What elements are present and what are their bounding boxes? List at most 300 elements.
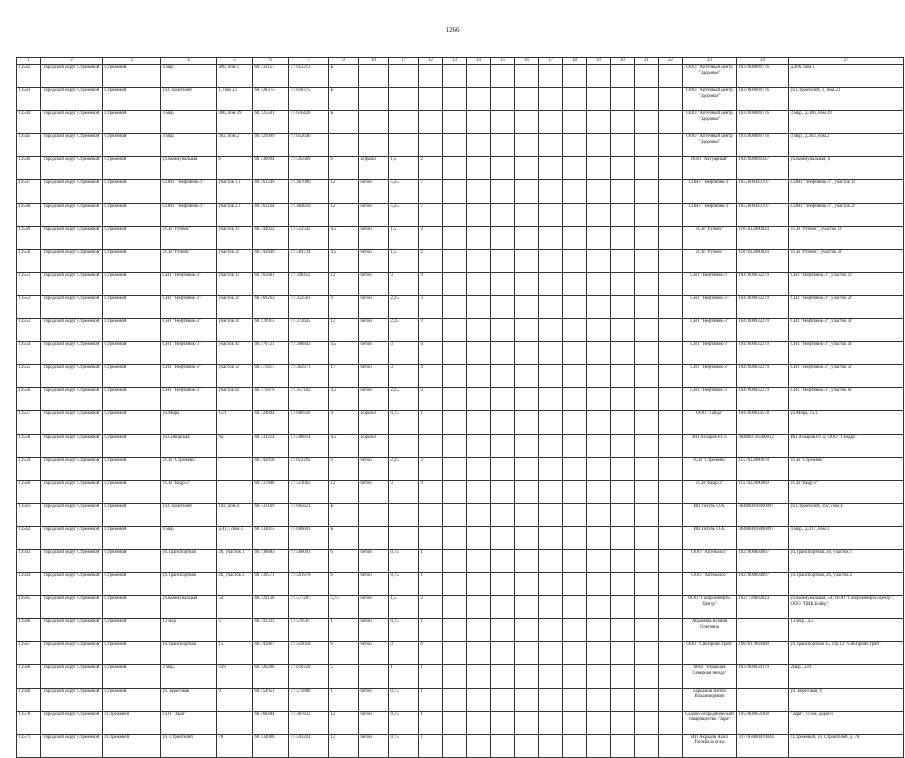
table-cell: 0,75 bbox=[389, 411, 419, 434]
table-cell: ТСН "Стрежень" bbox=[789, 457, 904, 480]
table-cell: 77.612646 bbox=[289, 134, 329, 157]
table-cell: Стрежевой bbox=[103, 111, 161, 134]
table-cell bbox=[491, 526, 515, 549]
table-cell: 13563 bbox=[17, 549, 41, 572]
table-cell bbox=[611, 157, 635, 180]
table-cell bbox=[491, 457, 515, 480]
table-cell bbox=[659, 203, 683, 226]
table-cell bbox=[467, 503, 491, 526]
table-cell bbox=[563, 365, 587, 388]
table-cell: городской округ Стрежевой bbox=[41, 596, 103, 619]
table-cell bbox=[587, 549, 611, 572]
table-cell bbox=[515, 365, 539, 388]
table-cell: ИП Азларов Р.Г.о bbox=[683, 434, 737, 457]
table-cell bbox=[539, 549, 563, 572]
table-cell: 13552 bbox=[17, 295, 41, 318]
table-cell: 13560 bbox=[17, 480, 41, 503]
table-cell: Стрежевой bbox=[103, 180, 161, 203]
table-cell: 1057000343707 bbox=[737, 203, 789, 226]
table-cell: 1 bbox=[419, 665, 443, 688]
table-cell: 406, пом 1 bbox=[217, 65, 253, 88]
table-cell: Стрежевой bbox=[103, 272, 161, 295]
table-cell bbox=[467, 596, 491, 619]
table-cell: 5 bbox=[329, 665, 359, 688]
table-cell bbox=[635, 65, 659, 88]
table-cell bbox=[563, 480, 587, 503]
table-cell: 77.612213 bbox=[289, 65, 329, 88]
table-cell: 13548 bbox=[17, 203, 41, 226]
table-cell: 9а bbox=[217, 434, 253, 457]
table-cell bbox=[467, 295, 491, 318]
table-cell: участок 4г bbox=[217, 342, 253, 365]
table-cell: 60.744922 bbox=[253, 226, 289, 249]
table-cell: Стрежевой bbox=[103, 619, 161, 642]
table-cell bbox=[659, 665, 683, 688]
table-cell bbox=[467, 180, 491, 203]
table-cell: 1047000032279 bbox=[737, 388, 789, 411]
table-cell: 13568 bbox=[17, 665, 41, 688]
table-cell: 4 bbox=[329, 411, 359, 434]
table-cell bbox=[635, 388, 659, 411]
table-cell: 6 bbox=[329, 573, 359, 596]
table-cell: 0,75 bbox=[389, 619, 419, 642]
table-cell: 60.726280 bbox=[253, 665, 289, 688]
table-cell: СОНТ "Нефтяник-1" bbox=[161, 203, 217, 226]
table-cell bbox=[563, 457, 587, 480]
table-row bbox=[17, 157, 904, 180]
table-row bbox=[17, 411, 904, 434]
table-cell: 1037000089776 bbox=[737, 65, 789, 88]
table-cell: 13546 bbox=[17, 157, 41, 180]
table-cell: 77.387832 bbox=[289, 711, 329, 734]
table-cell bbox=[539, 65, 563, 88]
table-cell bbox=[611, 88, 635, 111]
column-header: 10 bbox=[359, 58, 389, 65]
table-cell bbox=[443, 157, 467, 180]
table-cell bbox=[515, 411, 539, 434]
table-cell bbox=[539, 365, 563, 388]
table-cell bbox=[611, 526, 635, 549]
table-cell: 77.372645 bbox=[289, 319, 329, 342]
table-cell bbox=[611, 549, 635, 572]
table-cell bbox=[359, 526, 389, 549]
table-cell: городской округ Стрежевой bbox=[41, 665, 103, 688]
table-cell: Стрежевой bbox=[103, 226, 161, 249]
table-cell bbox=[491, 111, 515, 134]
table-cell bbox=[491, 295, 515, 318]
column-header: 15 bbox=[491, 58, 515, 65]
table-cell bbox=[563, 134, 587, 157]
table-cell bbox=[587, 619, 611, 642]
table-cell: бетон bbox=[359, 688, 389, 711]
table-cell bbox=[467, 319, 491, 342]
table-cell bbox=[443, 688, 467, 711]
table-cell: ул.Транспортная bbox=[161, 573, 217, 596]
table-cell: 4 bbox=[419, 272, 443, 295]
table-cell bbox=[563, 88, 587, 111]
table-cell bbox=[563, 226, 587, 249]
table-cell: ИП Акрадов Ахил Гюльбала оглы bbox=[683, 734, 737, 757]
table-cell bbox=[443, 711, 467, 734]
table-cell bbox=[515, 573, 539, 596]
table-cell bbox=[611, 365, 635, 388]
table-cell bbox=[659, 342, 683, 365]
table-cell: 1 bbox=[329, 619, 359, 642]
table-cell: 60.729999 bbox=[253, 134, 289, 157]
table-cell: Стрежевой bbox=[103, 596, 161, 619]
table-cell bbox=[491, 480, 515, 503]
table-cell: 13 мкр bbox=[161, 619, 217, 642]
table-cell bbox=[635, 596, 659, 619]
table-cell: 2,25 bbox=[389, 295, 419, 318]
table-cell: СОНТ "Нефтяник-1" bbox=[683, 203, 737, 226]
table-cell: Стрежевой bbox=[103, 642, 161, 665]
table-cell bbox=[443, 180, 467, 203]
table-cell: ул.Строителей, 192, пом.4 bbox=[789, 503, 904, 526]
table-row bbox=[17, 203, 904, 226]
table-cell bbox=[491, 388, 515, 411]
table-cell: ул.Строителей bbox=[161, 88, 217, 111]
table-cell bbox=[563, 549, 587, 572]
table-cell bbox=[635, 526, 659, 549]
table-cell bbox=[563, 111, 587, 134]
table-cell: 1 bbox=[419, 734, 443, 757]
table-row bbox=[17, 272, 904, 295]
table-row bbox=[17, 503, 904, 526]
table-cell: бетон bbox=[359, 549, 389, 572]
table-cell: 13570 bbox=[17, 711, 41, 734]
table-cell bbox=[587, 342, 611, 365]
table-cell: ТСН "Кедр-2" bbox=[789, 480, 904, 503]
table-cell bbox=[389, 134, 419, 157]
table-cell: Баркамов Антон Владимирович bbox=[683, 688, 737, 711]
table-cell bbox=[611, 457, 635, 480]
table-cell bbox=[659, 411, 683, 434]
table-cell: 60.761144 bbox=[253, 203, 289, 226]
table-cell: СНТ "Нефтяник-3", участок 6г bbox=[789, 388, 904, 411]
table-cell: ул.Транспортная, 26, участок 1 bbox=[789, 549, 904, 572]
table-cell bbox=[359, 88, 389, 111]
table-cell: 0,75 bbox=[389, 711, 419, 734]
table-cell bbox=[443, 434, 467, 457]
table-cell: Б bbox=[329, 88, 359, 111]
table-cell: 12 bbox=[329, 734, 359, 757]
table-cell bbox=[539, 272, 563, 295]
table-cell bbox=[539, 226, 563, 249]
table-cell: 77.618375 bbox=[289, 88, 329, 111]
table-cell bbox=[491, 249, 515, 272]
table-cell: участок 3г bbox=[217, 319, 253, 342]
table-cell: Стрежевой bbox=[103, 319, 161, 342]
table-cell bbox=[467, 665, 491, 688]
table-cell: ТСН "Ручеек", участок 2г bbox=[789, 249, 904, 272]
table-cell bbox=[491, 365, 515, 388]
table-cell bbox=[443, 573, 467, 596]
table-cell bbox=[467, 711, 491, 734]
table-cell: 60.725501 bbox=[253, 111, 289, 134]
table-cell: СНТ "Нефтяник-3" bbox=[161, 272, 217, 295]
table-cell: 4 мкр bbox=[161, 526, 217, 549]
table-cell: ТСН "Ручеек", участок 1г bbox=[789, 226, 904, 249]
table-row bbox=[17, 434, 904, 457]
table-cell bbox=[659, 226, 683, 249]
table-cell: 77.512543 bbox=[289, 226, 329, 249]
table-cell: бетон bbox=[359, 734, 389, 757]
table-cell: 77.573888 bbox=[289, 688, 329, 711]
table-cell: 12 bbox=[329, 480, 359, 503]
column-header: 23 bbox=[683, 58, 737, 65]
table-cell bbox=[419, 111, 443, 134]
table-cell: ул.Строителей bbox=[161, 503, 217, 526]
table-cell: 2 bbox=[419, 157, 443, 180]
table-cell bbox=[611, 295, 635, 318]
table-cell: 1047000032279 bbox=[737, 272, 789, 295]
table-cell bbox=[563, 503, 587, 526]
table-cell: 77.348452 bbox=[289, 272, 329, 295]
table-cell: ул.Транспортная, 26, участок 2 bbox=[789, 573, 904, 596]
table-cell: асфальт bbox=[359, 434, 389, 457]
table-cell: 60.737808 bbox=[253, 480, 289, 503]
table-cell bbox=[587, 180, 611, 203]
table-cell: ул.Транспортная bbox=[161, 549, 217, 572]
table-cell bbox=[635, 203, 659, 226]
table-cell bbox=[563, 388, 587, 411]
table-cell bbox=[635, 642, 659, 665]
table-cell bbox=[491, 203, 515, 226]
table-cell bbox=[539, 434, 563, 457]
table-cell: 1 bbox=[419, 411, 443, 434]
table-cell: городской округ Стрежевой bbox=[41, 503, 103, 526]
table-cell: 7 bbox=[419, 203, 443, 226]
table-cell: 13543 bbox=[17, 88, 41, 111]
table-cell: Стрежевой bbox=[103, 249, 161, 272]
table-cell: Б bbox=[329, 65, 359, 88]
column-header: 1 bbox=[17, 58, 41, 65]
table-cell bbox=[467, 203, 491, 226]
table-cell: 1047000032279 bbox=[737, 342, 789, 365]
table-cell: 12 bbox=[329, 272, 359, 295]
table-cell: 60.734015 bbox=[253, 526, 289, 549]
table-row bbox=[17, 365, 904, 388]
table-cell: участок 5г bbox=[217, 365, 253, 388]
table-cell bbox=[515, 688, 539, 711]
table-cell bbox=[419, 134, 443, 157]
table-cell: 77.595689 bbox=[289, 157, 329, 180]
table-cell bbox=[659, 111, 683, 134]
table-cell: 6 bbox=[329, 549, 359, 572]
table-cell bbox=[539, 711, 563, 734]
table-cell bbox=[539, 573, 563, 596]
table-cell: Стрежевой bbox=[103, 549, 161, 572]
table-cell: городской округ Стрежевой bbox=[41, 457, 103, 480]
table-cell: 304860016000097 bbox=[737, 526, 789, 549]
table-cell: 12 bbox=[329, 180, 359, 203]
table-cell bbox=[515, 180, 539, 203]
table-cell: Б bbox=[329, 503, 359, 526]
table-cell bbox=[737, 688, 789, 711]
table-cell: ООО "Газпромнефть-Центр" bbox=[683, 596, 737, 619]
table-cell: 13558 bbox=[17, 434, 41, 457]
table-cell: асфальт bbox=[359, 411, 389, 434]
column-header: 2 bbox=[41, 58, 103, 65]
table-row bbox=[17, 319, 904, 342]
table-cell bbox=[587, 434, 611, 457]
table-cell: 5 bbox=[217, 619, 253, 642]
table-cell: бетон bbox=[359, 342, 389, 365]
table-cell: бетон bbox=[359, 642, 389, 665]
table-cell bbox=[587, 295, 611, 318]
table-row bbox=[17, 596, 904, 619]
table-cell: 77.561978 bbox=[289, 573, 329, 596]
table-cell bbox=[539, 157, 563, 180]
table-cell bbox=[659, 365, 683, 388]
table-cell: 1027000894897 bbox=[737, 573, 789, 596]
table-cell: 3 bbox=[389, 365, 419, 388]
table-cell bbox=[587, 157, 611, 180]
table-cell bbox=[443, 319, 467, 342]
table-cell: ТСН "Ручеек" bbox=[161, 226, 217, 249]
table-cell bbox=[467, 734, 491, 757]
table-cell: городской округ Стрежевой bbox=[41, 619, 103, 642]
table-cell: 1057000343707 bbox=[737, 180, 789, 203]
table-cell: 77.513062 bbox=[289, 480, 329, 503]
table-cell bbox=[563, 65, 587, 88]
table-cell bbox=[515, 642, 539, 665]
table-cell bbox=[587, 65, 611, 88]
table-cell bbox=[515, 272, 539, 295]
table-cell: ИП Азларов Р.Г.о; ООО "Гандар" bbox=[789, 434, 904, 457]
table-cell: 77.606920 bbox=[289, 411, 329, 434]
table-cell: 6 bbox=[217, 157, 253, 180]
table-cell: 54 bbox=[217, 596, 253, 619]
table-cell bbox=[635, 88, 659, 111]
table-cell: 77.368843 bbox=[289, 342, 329, 365]
table-cell bbox=[467, 526, 491, 549]
table-cell bbox=[443, 457, 467, 480]
table-cell: СОНТ "Нефтяник-1" bbox=[161, 180, 217, 203]
table-cell: городской округ Стрежевой bbox=[41, 180, 103, 203]
table-cell: 60.773417 bbox=[253, 365, 289, 388]
table-cell: участок 6г bbox=[217, 388, 253, 411]
table-cell: 1 bbox=[389, 665, 419, 688]
table-row bbox=[17, 665, 904, 688]
table-cell: Стрежевой bbox=[103, 157, 161, 180]
table-cell: 1037000034179 bbox=[737, 665, 789, 688]
table-cell: ООО "Актуарный" bbox=[683, 157, 737, 180]
column-header: 3 bbox=[103, 58, 161, 65]
table-cell: 77.606601 bbox=[289, 526, 329, 549]
table-cell bbox=[659, 480, 683, 503]
table-cell bbox=[587, 272, 611, 295]
table-cell bbox=[443, 249, 467, 272]
table-cell bbox=[515, 88, 539, 111]
table-cell: 1027000894897 bbox=[737, 549, 789, 572]
table-cell: СНТ "Нефтяник-3" bbox=[161, 319, 217, 342]
table-cell bbox=[491, 180, 515, 203]
table-cell: 5,25 bbox=[389, 180, 419, 203]
table-cell bbox=[467, 157, 491, 180]
table-cell: ТСН "Ручеек" bbox=[683, 226, 737, 249]
table-cell: городской округ Стрежевой bbox=[41, 134, 103, 157]
column-header: 7 bbox=[289, 58, 329, 65]
table-row bbox=[17, 642, 904, 665]
table-cell: ул. Строителей bbox=[161, 734, 217, 757]
table-cell: Абрамова Ксения Олеговна bbox=[683, 619, 737, 642]
table-cell bbox=[539, 342, 563, 365]
table-row bbox=[17, 180, 904, 203]
table-body bbox=[17, 65, 904, 758]
table-cell: Стрежевой bbox=[103, 388, 161, 411]
table-cell: ТСН "Кедр-2" bbox=[683, 480, 737, 503]
table-cell: 3 мкр bbox=[161, 111, 217, 134]
table-cell: 1157022000969 bbox=[737, 480, 789, 503]
table-cell: 2 мкр. bbox=[161, 665, 217, 688]
table-cell bbox=[635, 711, 659, 734]
table-cell bbox=[539, 596, 563, 619]
table-cell bbox=[659, 688, 683, 711]
table-cell: городской округ Стрежевой bbox=[41, 226, 103, 249]
table-cell: бетон bbox=[359, 596, 389, 619]
table-cell bbox=[587, 573, 611, 596]
table-cell bbox=[587, 319, 611, 342]
table-cell bbox=[467, 272, 491, 295]
table-cell bbox=[515, 549, 539, 572]
table-cell bbox=[659, 549, 683, 572]
table-cell: Стрежевой bbox=[103, 480, 161, 503]
table-cell: СОТ "Заря" bbox=[161, 711, 217, 734]
table-cell bbox=[539, 180, 563, 203]
table-cell: 3 мкр., д.306, пом.39 bbox=[789, 111, 904, 134]
table-cell bbox=[467, 65, 491, 88]
table-cell: 13542 bbox=[17, 65, 41, 88]
table-cell: 1,5 bbox=[389, 596, 419, 619]
table-cell: 1047000044578 bbox=[737, 411, 789, 434]
table-header-row bbox=[17, 58, 904, 65]
table-cell: ТСН "Стрежень" bbox=[161, 457, 217, 480]
table-cell: СНТ "Нефтяник-3" bbox=[683, 272, 737, 295]
table-cell: 60.770915 bbox=[253, 319, 289, 342]
table-cell: городской округ Стрежевой bbox=[41, 734, 103, 757]
table-cell: "Заря", 11 км. дороги bbox=[789, 711, 904, 734]
table-cell bbox=[611, 503, 635, 526]
table-cell bbox=[491, 596, 515, 619]
table-cell bbox=[443, 272, 467, 295]
table-cell: 9 bbox=[329, 295, 359, 318]
table-cell bbox=[491, 549, 515, 572]
table-cell bbox=[491, 503, 515, 526]
table-cell bbox=[563, 434, 587, 457]
table-cell bbox=[515, 503, 539, 526]
table-cell bbox=[491, 734, 515, 757]
table-cell: Стрежевой bbox=[103, 688, 161, 711]
table-cell bbox=[467, 249, 491, 272]
table-cell: СНТ "Нефтяник-3" bbox=[683, 365, 737, 388]
table-cell: 60.736094 bbox=[253, 157, 289, 180]
table-cell bbox=[515, 711, 539, 734]
table-cell bbox=[611, 480, 635, 503]
table-cell: 77.577287 bbox=[289, 596, 329, 619]
table-cell bbox=[737, 619, 789, 642]
table-cell bbox=[587, 688, 611, 711]
table-cell: бетон bbox=[359, 619, 389, 642]
table-cell: Стрежевой bbox=[103, 295, 161, 318]
table-cell: 77.612292 bbox=[289, 457, 329, 480]
table-cell: СНТ "Нефтяник-3" bbox=[161, 365, 217, 388]
table-cell bbox=[539, 503, 563, 526]
table-cell bbox=[515, 295, 539, 318]
table-cell bbox=[467, 342, 491, 365]
table-cell bbox=[443, 596, 467, 619]
